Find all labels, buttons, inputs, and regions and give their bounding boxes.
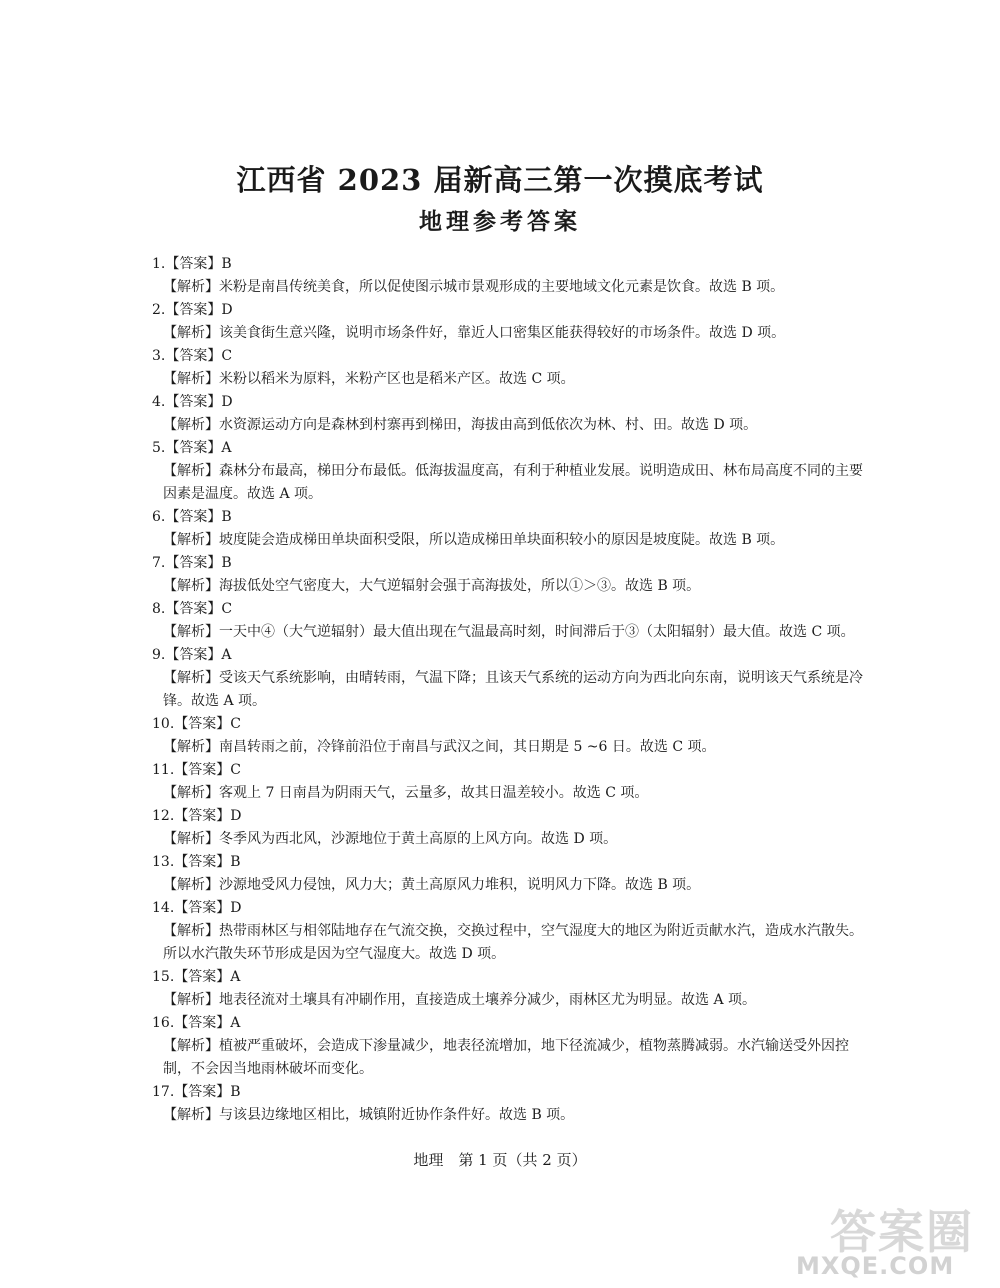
answer-line: 14.【答案】D <box>152 900 242 916</box>
watermark-url: MXQE.COM <box>796 1252 955 1280</box>
answer-line: 10.【答案】C <box>152 716 241 732</box>
watermark <box>792 1196 992 1284</box>
explanation-line: 【解析】海拔低处空气密度大，大气逆辐射会强于高海拔处，所以①＞③。故选 B 项。 <box>163 578 701 594</box>
page-footer: 地理 第 1 页（共 2 页） <box>413 1151 587 1169</box>
explanation-line: 【解析】米粉是南昌传统美食，所以促使图示城市景观形成的主要地域文化元素是饮食。故选 B 项。 <box>163 279 785 295</box>
answer-line: 9.【答案】A <box>152 647 232 663</box>
explanation-line: 【解析】客观上 7 日南昌为阴雨天气，云量多，故其日温差较小。故选 C 项。 <box>163 785 649 801</box>
explanation-line: 制，不会因当地雨林破坏而变化。 <box>163 1061 373 1077</box>
explanation-line: 【解析】米粉以稻米为原料，米粉产区也是稻米产区。故选 C 项。 <box>163 371 575 387</box>
answer-line: 3.【答案】C <box>152 348 233 364</box>
explanation-line: 【解析】森林分布最高，梯田分布最低。低海拔温度高，有利于种植业发展。说明造成田、林布局高度不同的主要 <box>163 463 863 479</box>
document-title: 江西省 2023 届新高三第一次摸底考试 <box>236 163 764 197</box>
answer-line: 8.【答案】C <box>152 601 233 617</box>
explanation-line: 【解析】一天中④（大气逆辐射）最大值出现在气温最高时刻，时间滞后于③（太阳辐射）最大值。故选 C 项。 <box>163 624 855 640</box>
answer-line: 17.【答案】B <box>152 1084 241 1100</box>
answer-line: 6.【答案】B <box>152 509 232 525</box>
answer-line: 12.【答案】D <box>152 808 242 824</box>
answer-line: 2.【答案】D <box>152 302 233 318</box>
answer-line: 15.【答案】A <box>152 969 241 985</box>
explanation-line: 【解析】地表径流对土壤具有冲刷作用，直接造成土壤养分减少，雨林区尤为明显。故选 A 项。 <box>163 992 757 1008</box>
explanation-line: 【解析】热带雨林区与相邻陆地存在气流交换，交换过程中，空气湿度大的地区为附近贡献水汽，造成水汽散失。 <box>163 923 863 939</box>
explanation-line: 因素是温度。故选 A 项。 <box>163 486 323 502</box>
answer-line: 11.【答案】C <box>152 762 241 778</box>
answer-line: 4.【答案】D <box>152 394 233 410</box>
explanation-line: 【解析】植被严重破坏，会造成下渗量减少，地表径流增加，地下径流减少，植物蒸腾减弱。水汽输送受外因控 <box>163 1038 849 1054</box>
explanation-line: 【解析】受该天气系统影响，由晴转雨，气温下降；且该天气系统的运动方向为西北向东南，说明该天气系统是冷 <box>163 670 863 686</box>
explanation-line: 锋。故选 A 项。 <box>163 693 267 709</box>
explanation-line: 所以水汽散失环节形成是因为空气湿度大。故选 D 项。 <box>163 946 506 962</box>
answer-line: 5.【答案】A <box>152 440 232 456</box>
document-subtitle: 地理参考答案 <box>419 209 581 235</box>
explanation-line: 【解析】与该县边缘地区相比，城镇附近协作条件好。故选 B 项。 <box>163 1107 575 1123</box>
explanation-line: 【解析】水资源运动方向是森林到村寨再到梯田，海拔由高到低依次为林、村、田。故选 D 项。 <box>163 417 758 433</box>
watermark-logo: 答案圈 <box>830 1205 974 1259</box>
answer-line: 7.【答案】B <box>152 555 232 571</box>
answer-line: 1.【答案】B <box>152 256 232 272</box>
answer-line: 16.【答案】A <box>152 1015 241 1031</box>
explanation-line: 【解析】沙源地受风力侵蚀，风力大；黄土高原风力堆积，说明风力下降。故选 B 项。 <box>163 877 701 893</box>
answer-list <box>152 253 863 1127</box>
explanation-line: 【解析】南昌转雨之前，冷锋前沿位于南昌与武汉之间，其日期是 5 ~6 日。故选 C 项。 <box>163 739 716 755</box>
explanation-line: 【解析】冬季风为西北风，沙源地位于黄土高原的上风方向。故选 D 项。 <box>163 831 618 847</box>
explanation-line: 【解析】坡度陡会造成梯田单块面积受限，所以造成梯田单块面积较小的原因是坡度陡。故选 B 项。 <box>163 532 785 548</box>
answer-line: 13.【答案】B <box>152 854 241 870</box>
explanation-line: 【解析】该美食街生意兴隆，说明市场条件好，靠近人口密集区能获得较好的市场条件。故选 D 项。 <box>163 325 786 341</box>
